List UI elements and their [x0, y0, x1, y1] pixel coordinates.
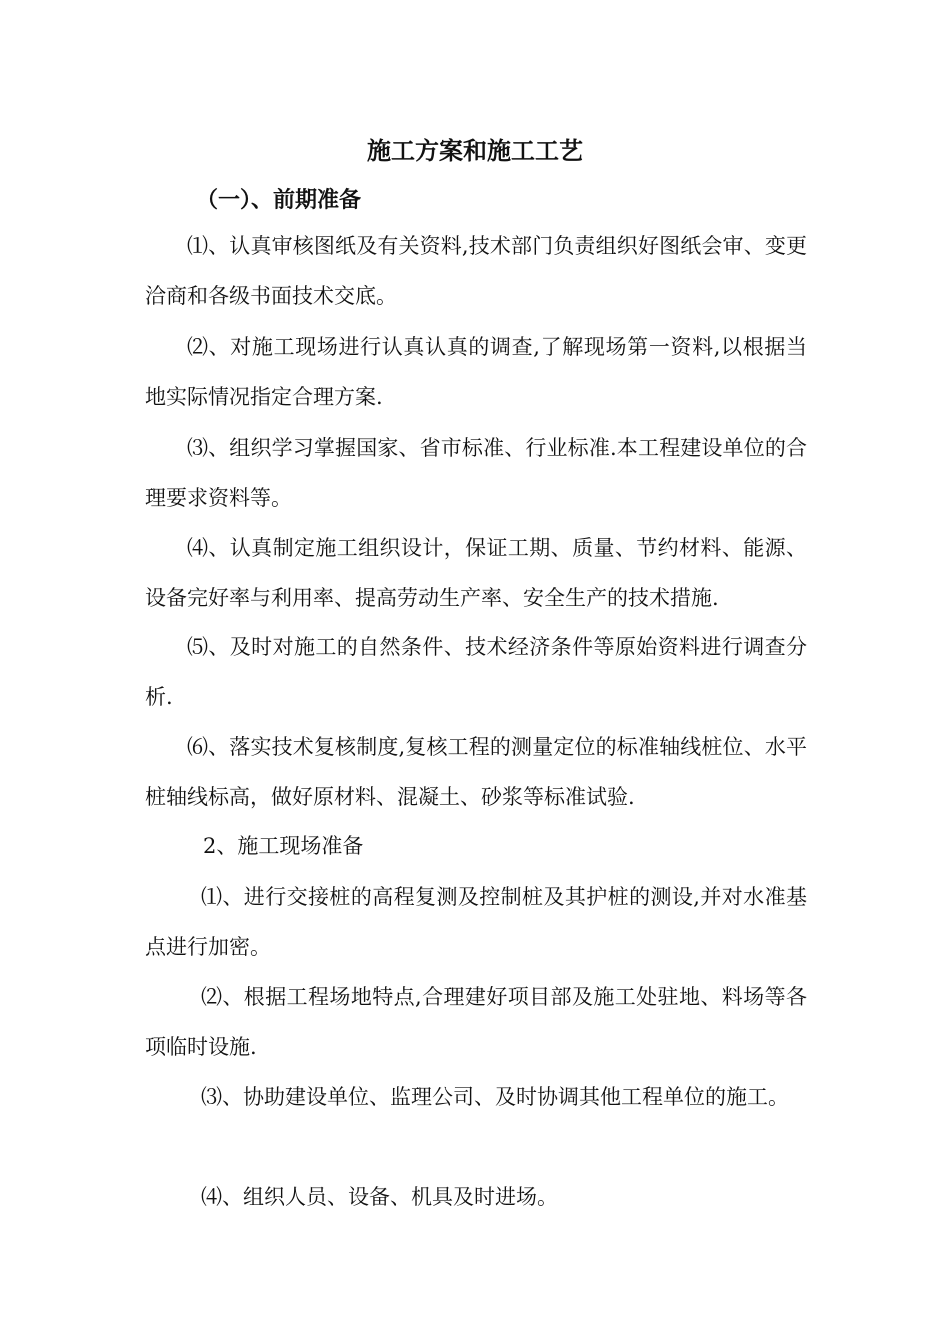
site-item-3: ⑶、协助建设单位、监理公司、及时协调其他工程单位的施工。 [201, 1085, 789, 1109]
prep-item-1: ⑴、认真审核图纸及有关资料,技术部门负责组织好图纸会审、变更洽商和各级书面技术交底。 [145, 234, 807, 308]
prep-item-6: ⑹、落实技术复核制度,复核工程的测量定位的标准轴线桩位、水平桩轴线标高，做好原材料、混凝土、砂浆等标准试验. [145, 735, 807, 809]
prep-item-5: ⑸、及时对施工的自然条件、技术经济条件等原始资料进行调查分析. [145, 635, 807, 709]
prep-item-2: ⑵、对施工现场进行认真认真的调查,了解现场第一资料,以根据当地实际情况指定合理方案. [145, 335, 807, 409]
site-item-4: ⑷、组织人员、设备、机具及时进场。 [201, 1185, 558, 1209]
prep-item-4: ⑷、认真制定施工组织设计，保证工期、质量、节约材料、能源、设备完好率与利用率、提高劳动生产率、安全生产的技术措施. [145, 536, 807, 610]
site-item-2: ⑵、根据工程场地特点,合理建好项目部及施工处驻地、料场等各项临时设施. [145, 985, 807, 1059]
document-title: 施工方案和施工工艺 [367, 136, 583, 165]
site-item-1: ⑴、进行交接桩的高程复测及控制桩及其护桩的测设,并对水准基点进行加密。 [145, 885, 807, 959]
section-heading-preparation: （一）、前期准备 [196, 187, 362, 213]
prep-item-3: ⑶、组织学习掌握国家、省市标准、行业标准.本工程建设单位的合理要求资料等。 [145, 436, 807, 510]
site-preparation-heading: 2、施工现场准备 [203, 834, 364, 858]
